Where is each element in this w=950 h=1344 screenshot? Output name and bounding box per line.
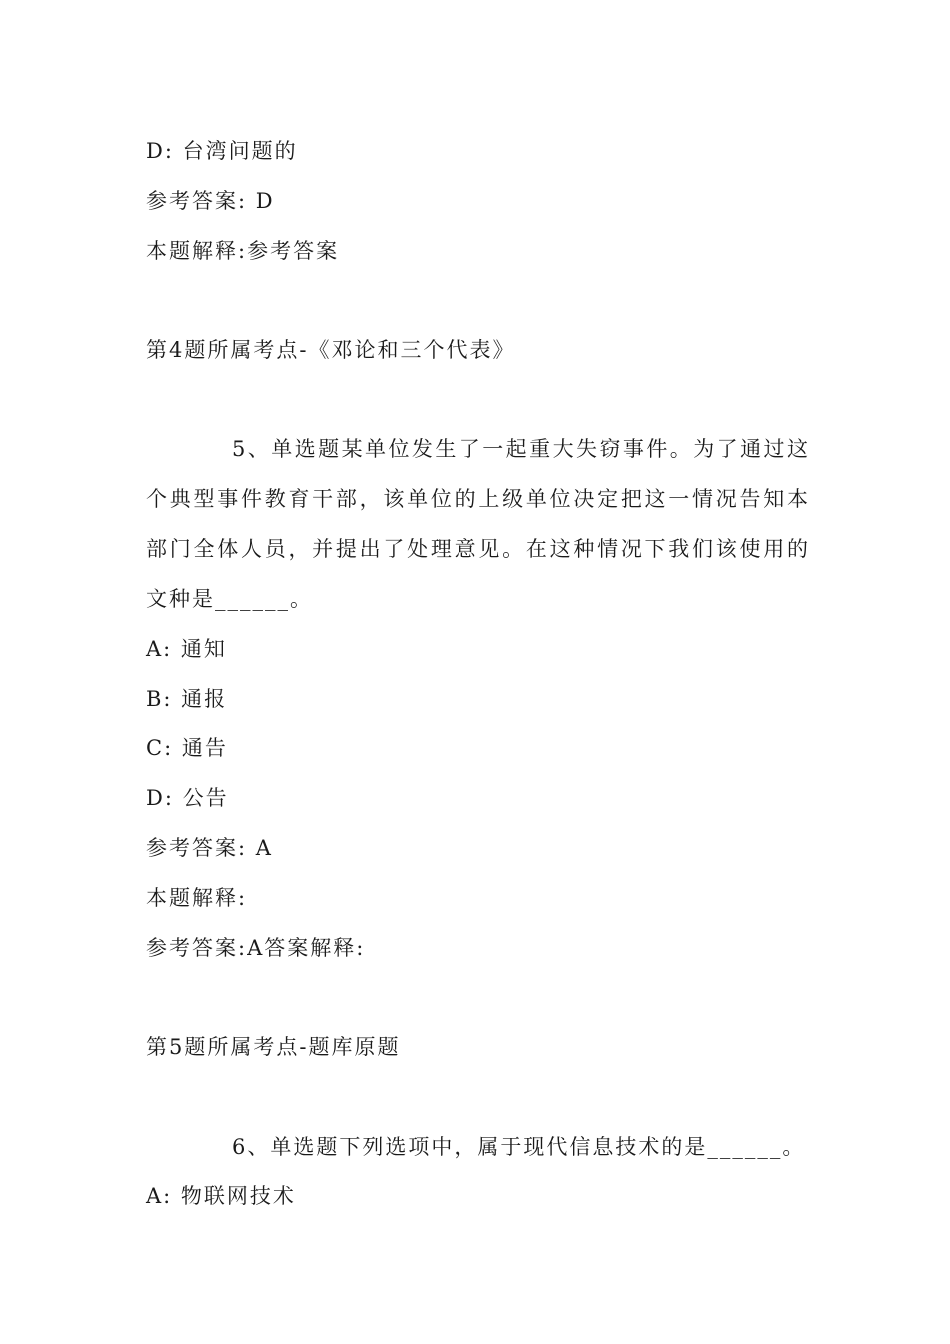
q5-option-b: B: 通报 <box>146 687 228 711</box>
q5-option-c: C: 通告 <box>146 736 228 760</box>
q4-answer: 参考答案: D <box>146 189 275 213</box>
q6-stem: 6、单选题下列选项中，属于现代信息技术的是______。 <box>232 1135 806 1159</box>
q5-option-a: A: 通知 <box>146 637 227 661</box>
q4-explanation: 本题解释:参考答案 <box>146 239 340 263</box>
q5-topic: 第5题所属考点-题库原题 <box>146 1035 401 1059</box>
q5-stem: 5、单选题某单位发生了一起重大失窃事件。为了通过这个典型事件教育干部，该单位的上级单位决定把这一情况告知本部门全体人员，并提出了处理意见。在这种情况下我们该使用的文种是______。 <box>146 437 810 611</box>
q4-topic: 第4题所属考点-《邓论和三个代表》 <box>146 338 516 362</box>
q5-explanation-label: 本题解释: <box>146 886 248 910</box>
q5-option-d: D: 公告 <box>146 786 229 810</box>
q5-answer: 参考答案: A <box>146 836 273 860</box>
q4-option-d: D: 台湾问题的 <box>146 139 298 163</box>
q5-explanation: 参考答案:A答案解释: <box>146 936 366 960</box>
q6-option-a: A: 物联网技术 <box>146 1184 296 1208</box>
